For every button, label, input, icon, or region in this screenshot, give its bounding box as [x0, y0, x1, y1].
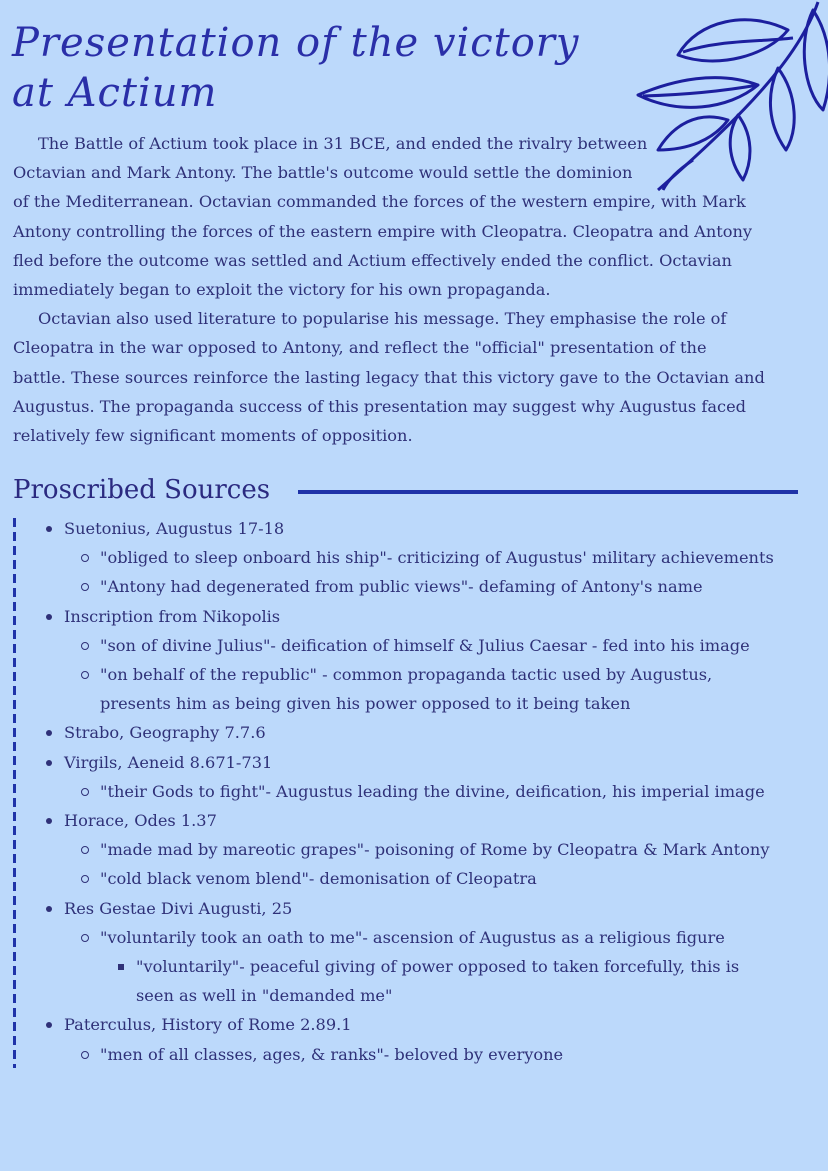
source-note: [46, 952, 806, 981]
source-text: "made mad by mareotic grapes"- poisoning of Rome by Cleopatra & Mark Antony: [100, 840, 770, 860]
intro-line: Octavian and Mark Antony. The battle's outcome would settle the dominion: [13, 163, 633, 183]
bullet-square-icon: [118, 964, 124, 970]
source-note: [46, 572, 806, 601]
source-note: [46, 835, 806, 864]
source-text: Virgils, Aeneid 8.671-731: [64, 752, 273, 772]
source-text: presents him as being given his power opposed to it being taken: [100, 694, 631, 714]
intro-line: of the Mediterranean. Octavian commanded the forces of the western empire, with Mark: [13, 192, 746, 212]
source-note: [46, 660, 806, 689]
source-text: seen as well in "demanded me": [136, 986, 393, 1006]
source-item: [46, 1010, 806, 1039]
source-item: [46, 602, 806, 631]
source-note: [46, 1040, 806, 1069]
page-title: Presentation of the victory at Actium: [12, 20, 580, 116]
bullet-disc-icon: [46, 906, 52, 912]
source-text: Res Gestae Divi Augusti, 25: [64, 898, 293, 918]
section-title: Proscribed Sources: [13, 475, 271, 505]
intro-line: Antony controlling the forces of the eastern empire with Cleopatra. Cleopatra and Antony: [13, 221, 753, 241]
source-text: "obliged to sleep onboard his ship"- criticizing of Augustus' military achievements: [100, 548, 774, 568]
dashed-side-line: [13, 518, 16, 1068]
bullet-circle-icon: [81, 846, 89, 854]
intro-paragraph-1: [13, 129, 753, 304]
section-header: [13, 470, 798, 510]
source-text: Strabo, Geography 7.7.6: [64, 723, 266, 743]
intro-line: Octavian also used literature to popularise his message. They emphasise the role of: [38, 309, 727, 329]
intro-line: Augustus. The propaganda success of this presentation may suggest why Augustus faced: [13, 396, 747, 416]
section-divider: [298, 490, 798, 494]
bullet-disc-icon: [46, 526, 52, 532]
intro-line: battle. These sources reinforce the lasting legacy that this victory gave to the Octavian and: [13, 367, 765, 387]
source-text: "voluntarily took an oath to me"- ascension of Augustus as a religious figure: [100, 927, 725, 947]
source-item: [46, 514, 806, 543]
source-text: "cold black venom blend"- demonisation of Cleopatra: [100, 869, 537, 889]
source-note-continuation: [46, 689, 806, 718]
bullet-circle-icon: [81, 1051, 89, 1059]
bullet-disc-icon: [46, 614, 52, 620]
source-item: [46, 806, 806, 835]
bullet-circle-icon: [81, 642, 89, 650]
intro-line: immediately began to exploit the victory for his own propaganda.: [13, 280, 551, 300]
bullet-circle-icon: [81, 934, 89, 942]
source-text: "voluntarily"- peaceful giving of power opposed to taken forcefully, this is: [136, 957, 740, 977]
intro-paragraph-2: [13, 304, 803, 450]
source-note: [46, 864, 806, 893]
source-text: "son of divine Julius"- deification of himself & Julius Caesar - fed into his image: [100, 635, 750, 655]
bullet-disc-icon: [46, 760, 52, 766]
source-note: [46, 777, 806, 806]
source-text: "on behalf of the republic" - common propaganda tactic used by Augustus,: [100, 665, 713, 685]
bullet-circle-icon: [81, 583, 89, 591]
source-item: [46, 894, 806, 923]
bullet-disc-icon: [46, 818, 52, 824]
bullet-circle-icon: [81, 554, 89, 562]
source-text: Suetonius, Augustus 17-18: [64, 519, 285, 538]
intro-line: relatively few significant moments of opposition.: [13, 426, 413, 446]
source-text: Paterculus, History of Rome 2.89.1: [64, 1015, 352, 1035]
source-note: [46, 923, 806, 952]
bullet-disc-icon: [46, 730, 52, 736]
source-note: [46, 543, 806, 572]
source-text: Inscription from Nikopolis: [64, 606, 281, 626]
source-note-continuation: [46, 981, 806, 1010]
source-item: [46, 718, 806, 747]
source-text: "men of all classes, ages, & ranks"- beloved by everyone: [100, 1044, 564, 1064]
bullet-circle-icon: [81, 671, 89, 679]
bullet-circle-icon: [81, 788, 89, 796]
intro-line: The Battle of Actium took place in 31 BCE, and ended the rivalry between: [38, 134, 648, 153]
source-text: "Antony had degenerated from public views"- defaming of Antony's name: [100, 577, 703, 597]
bullet-disc-icon: [46, 1022, 52, 1028]
sources-list: [46, 514, 806, 1069]
source-text: "their Gods to fight"- Augustus leading the divine, deification, his imperial image: [100, 781, 765, 801]
source-text: Horace, Odes 1.37: [64, 811, 217, 831]
intro-text: [13, 129, 803, 450]
source-note: [46, 631, 806, 660]
bullet-circle-icon: [81, 875, 89, 883]
intro-line: fled before the outcome was settled and Actium effectively ended the conflict. Octavian: [13, 250, 732, 270]
source-item: [46, 748, 806, 777]
intro-line: Cleopatra in the war opposed to Antony, and reflect the "official" presentation of the: [13, 338, 707, 358]
